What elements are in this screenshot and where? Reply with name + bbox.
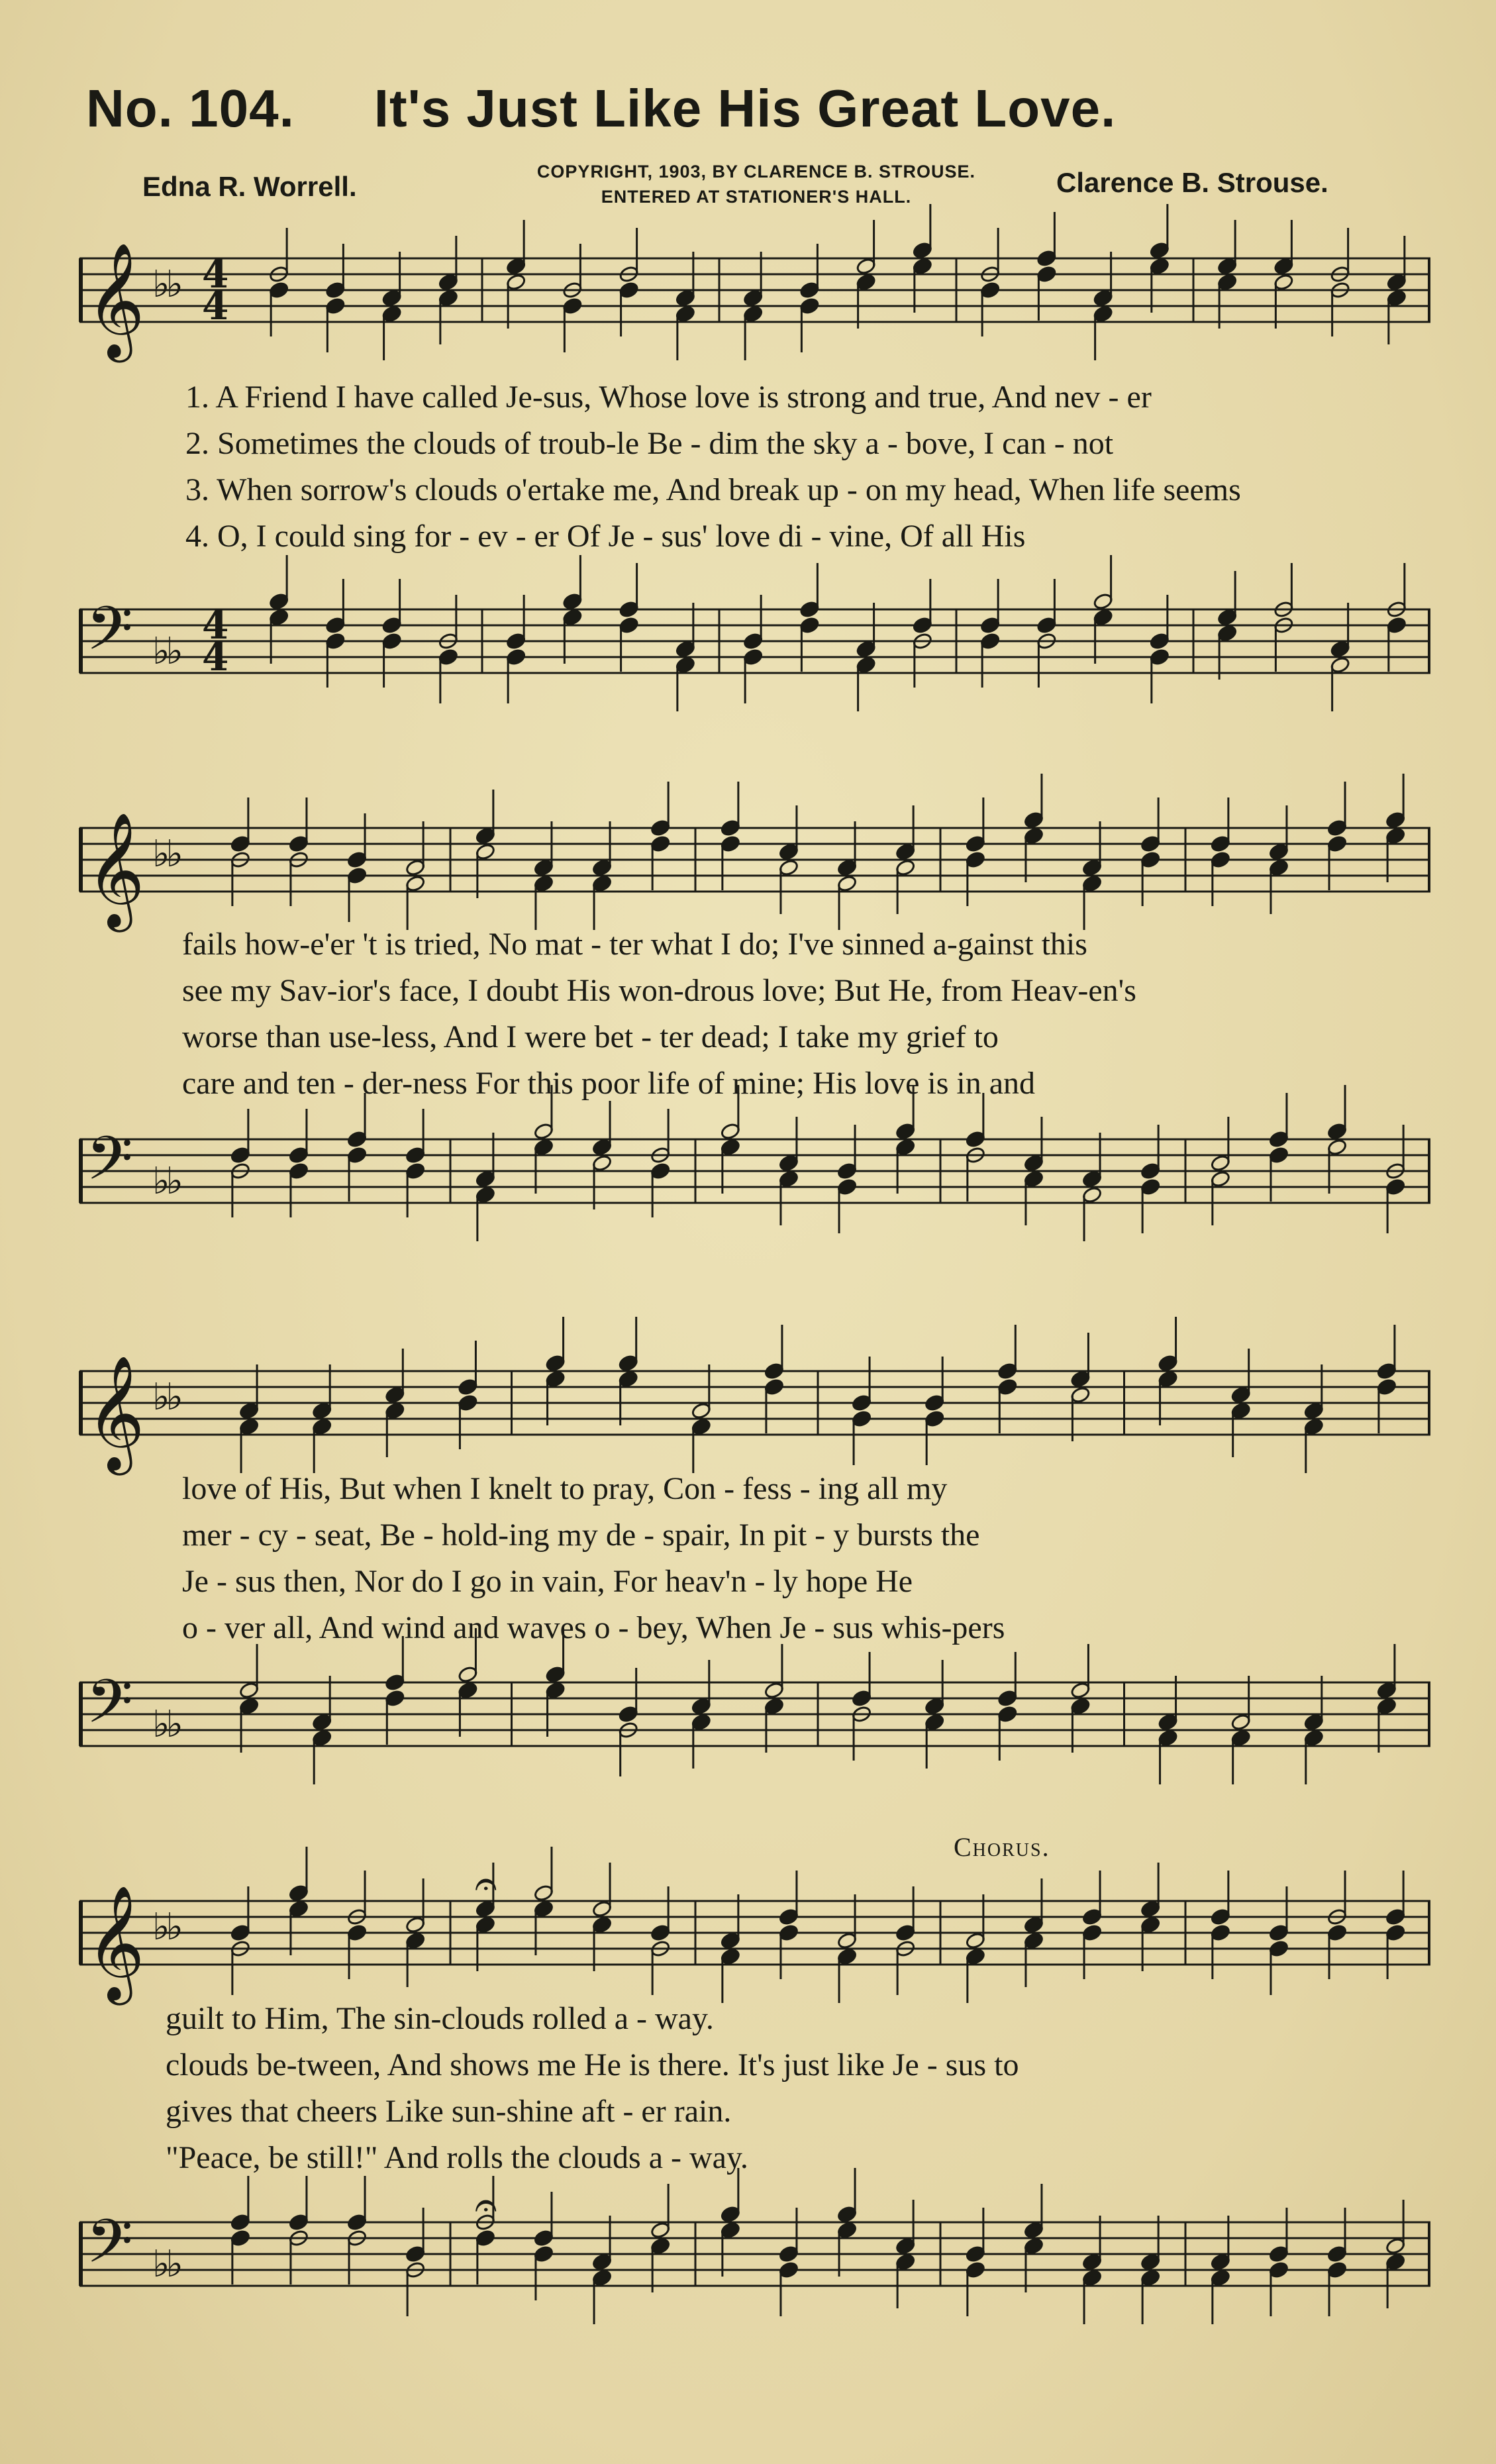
lyric-verse-line: gives that cheers Like sun-shine aft - er rain. (166, 2094, 732, 2129)
treble-staff (79, 1861, 1430, 2000)
bass-clef-icon: 𝄢 (86, 1123, 133, 1208)
chorus-label: Chorus. (954, 1832, 1050, 1862)
treble-staff (79, 1345, 1430, 1470)
lyric-verse-line: 3. When sorrow's clouds o'ertake me, And break up - on my head, When life seems (185, 472, 1241, 507)
lyric-verse-line: worse than use-less, And I were bet - ter dead; I take my grief to (182, 1019, 999, 1054)
lyric-verse-line: mer - cy - seat, Be - hold-ing my de - spair, In pit - y bursts the (182, 1517, 980, 1553)
treble-clef-icon: 𝄞 (86, 812, 145, 927)
lyric-verse-line: 4. O, I could sing for - ev - er Of Je - sus' love di - vine, Of all His (185, 519, 1026, 554)
key-signature: ♭♭ (152, 1906, 179, 1949)
bass-clef-icon: 𝄢 (86, 1667, 133, 1751)
hymn-number: No. 104. (86, 79, 295, 138)
fermata-icon: 𝄐 (475, 2182, 497, 2228)
lyric-verse-line: "Peace, be still!" And rolls the clouds a - way. (166, 2140, 748, 2175)
key-signature: ♭♭ (152, 2243, 179, 2286)
time-signature-bottom: 4 (202, 283, 229, 329)
music-system (79, 782, 1430, 1245)
music-system (79, 1325, 1430, 1788)
lyric-verse-line: care and ten - der-ness For this poor life of mine; His love is in and (182, 1066, 1036, 1101)
treble-clef-icon: 𝄞 (86, 1355, 145, 1470)
copyright-line: ENTERED AT STATIONER'S HALL. (601, 187, 912, 207)
time-signature-bottom: 4 (202, 635, 229, 680)
key-signature: ♭♭ (152, 263, 179, 306)
lyric-verse-line: 1. A Friend I have called Je-sus, Whose love is strong and true, And nev - er (185, 380, 1152, 415)
music-system (79, 225, 1430, 702)
hymn-title (86, 78, 1116, 139)
key-signature: ♭♭ (152, 1376, 179, 1419)
bass-staff (79, 1113, 1430, 1232)
key-signature: ♭♭ (152, 630, 179, 673)
bass-staff (79, 583, 1430, 702)
lyric-verse-line: love of His, But when I knelt to pray, Con - fess - ing all my (182, 1471, 948, 1506)
bass-staff (79, 1656, 1430, 1775)
composer-credit: Clarence B. Strouse. (1056, 167, 1328, 198)
treble-clef-icon: 𝄞 (86, 1885, 145, 2000)
lyric-verse-line: fails how-e'er 't is tried, No mat - ter what I do; I've sinned a-gainst this (182, 927, 1087, 962)
lyric-verse-line: clouds be-tween, And shows me He is there. It's just like Je - sus to (166, 2047, 1019, 2082)
lyric-verse-line: 2. Sometimes the clouds of troub-le Be - dim the sky a - bove, I can - not (185, 426, 1114, 461)
music-system (79, 1861, 1430, 2365)
lyricist-credit: Edna R. Worrell. (142, 171, 357, 202)
key-signature: ♭♭ (152, 833, 179, 876)
lyric-verse-line: Je - sus then, Nor do I go in vain, For heav'n - ly hope He (182, 1564, 913, 1599)
bass-staff (79, 2182, 1430, 2315)
time-signature-top: 4 (202, 252, 229, 297)
key-signature: ♭♭ (152, 1160, 179, 1203)
hymn-title-text: It's Just Like His Great Love. (374, 79, 1117, 138)
lyric-verse-line: see my Sav-ior's face, I doubt His won-drous love; But He, from Heav-en's (182, 973, 1136, 1008)
time-signature-top: 4 (202, 603, 229, 648)
lyric-verse-line: guilt to Him, The sin-clouds rolled a - way. (166, 2001, 714, 2036)
bass-clef-icon: 𝄢 (86, 593, 133, 678)
copyright-line: COPYRIGHT, 1903, BY CLARENCE B. STROUSE. (536, 162, 976, 181)
bass-clef-icon: 𝄢 (86, 2206, 133, 2291)
lyric-verse-line: o - ver all, And wind and waves o - bey, When Je - sus whis-pers (182, 1610, 1005, 1645)
fermata-icon: 𝄐 (475, 1861, 497, 1907)
treble-clef-icon: 𝄞 (86, 242, 145, 358)
treble-staff (79, 232, 1430, 358)
treble-staff (79, 801, 1430, 927)
copyright-notice (498, 159, 1015, 209)
key-signature: ♭♭ (152, 1703, 179, 1746)
